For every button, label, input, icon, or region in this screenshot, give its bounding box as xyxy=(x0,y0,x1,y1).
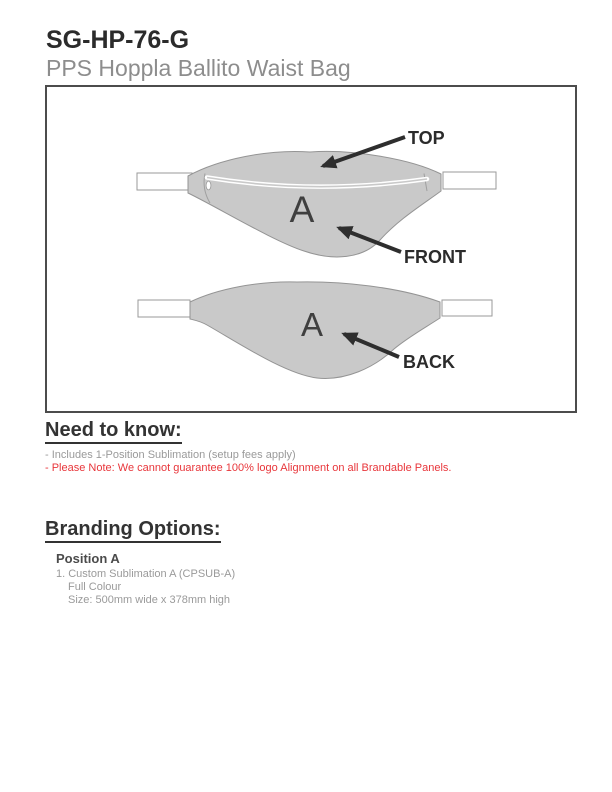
position-a-block xyxy=(56,551,577,607)
need-to-know-heading: Need to know: xyxy=(45,419,182,444)
position-a-size: Size: 500mm wide x 378mm high xyxy=(68,594,231,607)
bag-diagram xyxy=(47,87,575,411)
product-diagram-box xyxy=(45,85,577,413)
front-right-strap xyxy=(443,172,496,189)
header xyxy=(46,27,351,82)
need-to-know-section xyxy=(45,419,577,475)
front-view-illustration xyxy=(137,151,496,256)
note-sublimation: - Includes 1-Position Sublimation (setup fees apply) xyxy=(45,449,296,462)
position-a-method: 1. Custom Sublimation A (CPSUB-A) xyxy=(56,568,236,581)
back-right-strap xyxy=(442,300,492,316)
branding-options-section xyxy=(45,518,577,607)
note-alignment-warning: - Please Note: We cannot guarantee 100% logo Alignment on all Brandable Panels. xyxy=(45,462,452,475)
front-position-marker: A xyxy=(289,189,315,230)
back-label: BACK xyxy=(403,352,455,372)
front-bag-body xyxy=(188,151,441,256)
front-left-strap xyxy=(137,173,192,190)
top-label: TOP xyxy=(408,128,445,148)
product-code: SG-HP-76-G xyxy=(46,26,190,54)
position-a-title: Position A xyxy=(56,551,120,567)
back-position-marker: A xyxy=(300,306,324,343)
position-a-colour: Full Colour xyxy=(68,581,122,594)
product-name: PPS Hoppla Ballito Waist Bag xyxy=(46,55,351,82)
front-label: FRONT xyxy=(404,247,466,267)
zipper-pull-icon xyxy=(206,181,211,190)
branding-options-heading: Branding Options: xyxy=(45,518,221,543)
back-left-strap xyxy=(138,300,190,317)
